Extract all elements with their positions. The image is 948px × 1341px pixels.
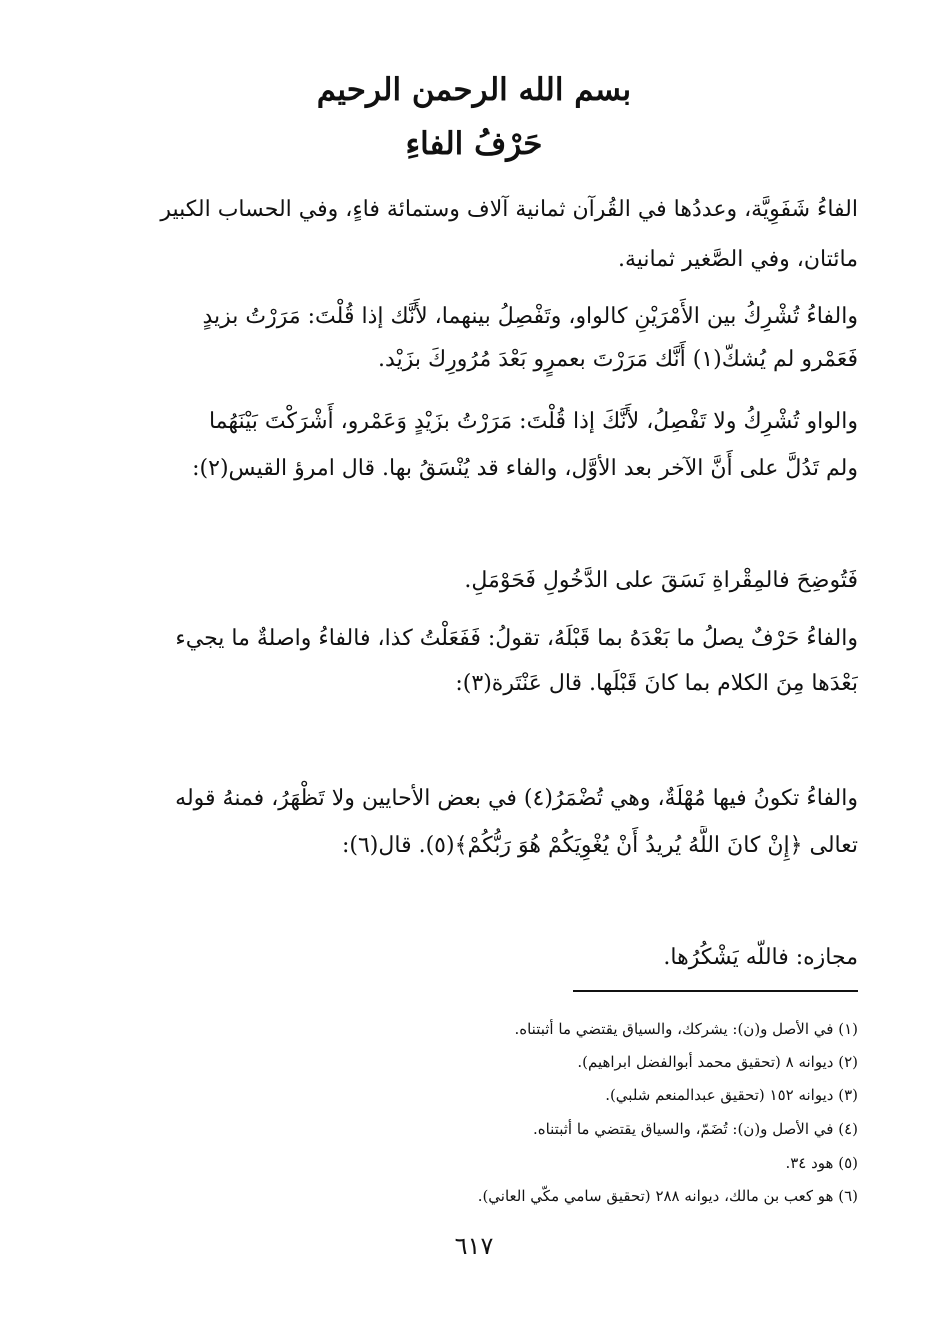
text-line: مائتان، وفي الصَّغير ثمانية. — [617, 247, 858, 272]
text-line: بَعْدَها مِنَ الكلام بما كانَ قَبْلَها. قال عَنْتَرة(٣): — [455, 671, 858, 696]
text-line: تعالى ﴿إِنْ كانَ اللَّهُ يُريدُ أَنْ يُغْوِيَكُمْ هُوَ رَبُّكُمْ﴾(٥). قال(٦): — [341, 833, 858, 858]
text-line: فَتُوضِحَ فالمِقْراةِ نَسَقَ على الدَّخُولِ فَحَوْمَلِ. — [464, 568, 858, 593]
text-line: فَعَمْرو لم يُشكّ(١) أَنَّك مَرَرْتَ بعمرٍو بَعْدَ مُرُورِكَ بزَيْد. — [378, 347, 858, 372]
text-line: والفاءُ تكونُ فيها مُهْلَةٌ، وهي تُضْمَرُ(٤) في بعض الأحايين ولا تَظْهَرُ، فمنهُ قوله — [175, 786, 858, 811]
footnote: (٦) هو كعب بن مالك، ديوانه ٢٨٨ (تحقيق سامي مكّي العاني). — [477, 1187, 858, 1205]
page-number: ٦١٧ — [454, 1232, 494, 1260]
text-line: الفاءُ شَفَوِيَّة، وعددُها في القُرآن ثمانية آلاف وستمائة فاءٍ، وفي الحساب الكبير — [160, 197, 858, 222]
chapter-title: حَرْفُ الفاءِ — [405, 126, 543, 162]
footnote: (٥) هود ٣٤. — [785, 1154, 858, 1172]
text-line: والفاءُ حَرْفٌ يصلُ ما بَعْدَهُ بما قَبْلَهُ، تقولُ: فَفَعَلْتُ كذا، فالفاءُ واصلةٌ ما يجيء — [175, 626, 858, 651]
basmala-heading: بسم الله الرحمن الرحيم — [316, 72, 632, 108]
footnote: (٣) ديوانه ١٥٢ (تحقيق عبدالمنعم شلبي). — [605, 1086, 858, 1104]
footnote-divider — [573, 990, 858, 992]
footnote: (٢) ديوانه ٨ (تحقيق محمد أبوالفضل ابراهيم). — [577, 1053, 858, 1071]
text-line: ولم تَدُلَّ على أَنَّ الآخر بعد الأوَّل، والفاء قد يُنْسَقُ بها. قال امرؤ القيس(٢): — [192, 456, 858, 481]
footnote: (١) في الأصل و(ن): يشركك، والسياق يقتضي ما أثبتناه. — [514, 1020, 858, 1038]
text-line: والفاءُ تُشْرِكُ بين الأَمْرَيْنِ كالواو، وتَفْصِلُ بينهما، لأَنَّك إذا قُلْتَ: مَرَرْتُ بزيدٍ — [202, 304, 858, 329]
footnote: (٤) في الأصل و(ن): تُضَمّ، والسياق يقتضي ما أثبتناه. — [532, 1120, 858, 1138]
text-line: مجازه: فاللّه يَشْكُرُها. — [663, 945, 858, 970]
text-line: والواو تُشْرِكُ ولا تَفْصِلُ، لأَنَّكَ إذا قُلْتَ: مَرَرْتُ بزَيْدٍ وَعَمْرو، أَشْرَكْتَ بَيْنَهُما — [208, 409, 858, 434]
